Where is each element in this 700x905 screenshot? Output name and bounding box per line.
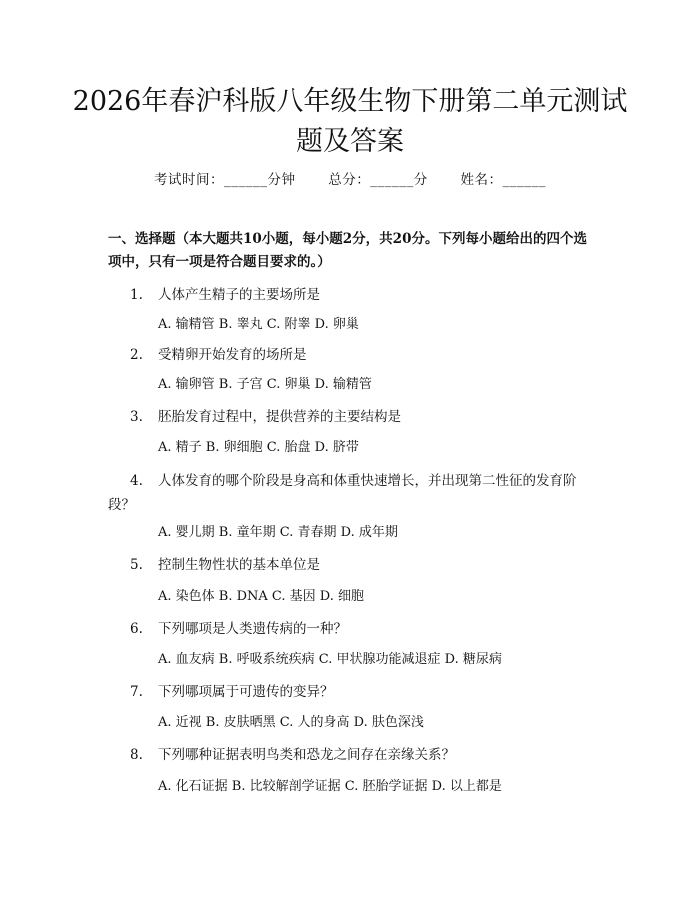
- question-stem: 人体产生精子的主要场所是: [158, 287, 320, 303]
- page-title: 2026年春沪科版八年级生物下册第二单元测试题及答案: [72, 86, 628, 157]
- question-number: 8.: [130, 747, 143, 763]
- question-7: [108, 680, 598, 704]
- question-1: [108, 283, 598, 307]
- question-8-options: A. 化石证据 B. 比较解剖学证据 C. 胚胎学证据 D. 以上都是: [158, 779, 502, 794]
- exam-score: 总分：______分: [328, 172, 428, 188]
- question-number: 3.: [130, 409, 143, 425]
- question-6-options: A. 血友病 B. 呼吸系统疾病 C. 甲状腺功能减退症 D. 糖尿病: [158, 652, 502, 667]
- question-4-options: A. 婴儿期 B. 童年期 C. 青春期 D. 成年期: [158, 525, 398, 540]
- exam-name: 姓名：______: [460, 172, 547, 188]
- question-number: 6.: [130, 621, 143, 637]
- question-4: [108, 469, 598, 517]
- question-6: [108, 617, 598, 641]
- question-2-options: A. 输卵管 B. 子宫 C. 卵巢 D. 输精管: [158, 377, 372, 392]
- question-8: [108, 743, 598, 767]
- question-2: [108, 343, 598, 367]
- question-number: 1.: [130, 287, 143, 303]
- section-heading-choice: 一、选择题（本大题共10小题，每小题2分，共20分。下列每小题给出的四个选项中，只有一项是符合题目要求的。）: [108, 231, 587, 270]
- question-number: 7.: [130, 684, 143, 700]
- exam-info: [0, 168, 700, 188]
- question-number: 2.: [130, 347, 143, 363]
- exam-time: 考试时间：______分钟: [153, 172, 296, 188]
- question-stem: 下列哪项是人类遗传病的一种？: [158, 621, 347, 637]
- question-number: 5.: [130, 557, 143, 573]
- question-7-options: A. 近视 B. 皮肤晒黑 C. 人的身高 D. 肤色深浅: [158, 715, 424, 730]
- question-stem: 下列哪种证据表明鸟类和恐龙之间存在亲缘关系？: [158, 747, 455, 763]
- question-stem: 人体发育的哪个阶段是身高和体重快速增长，并出现第二性征的发育阶段？: [108, 473, 577, 513]
- question-3: [108, 405, 598, 429]
- question-stem: 胚胎发育过程中，提供营养的主要结构是: [158, 409, 401, 425]
- question-3-options: A. 精子 B. 卵细胞 C. 胎盘 D. 脐带: [158, 440, 359, 455]
- question-stem: 下列哪项属于可遗传的变异？: [158, 684, 334, 700]
- question-5-options: A. 染色体 B. DNA C. 基因 D. 细胞: [158, 589, 365, 604]
- question-stem: 控制生物性状的基本单位是: [158, 557, 320, 573]
- question-5: [108, 553, 598, 577]
- question-1-options: A. 输精管 B. 睾丸 C. 附睾 D. 卵巢: [158, 317, 359, 332]
- question-number: 4.: [130, 473, 143, 489]
- question-stem: 受精卵开始发育的场所是: [158, 347, 307, 363]
